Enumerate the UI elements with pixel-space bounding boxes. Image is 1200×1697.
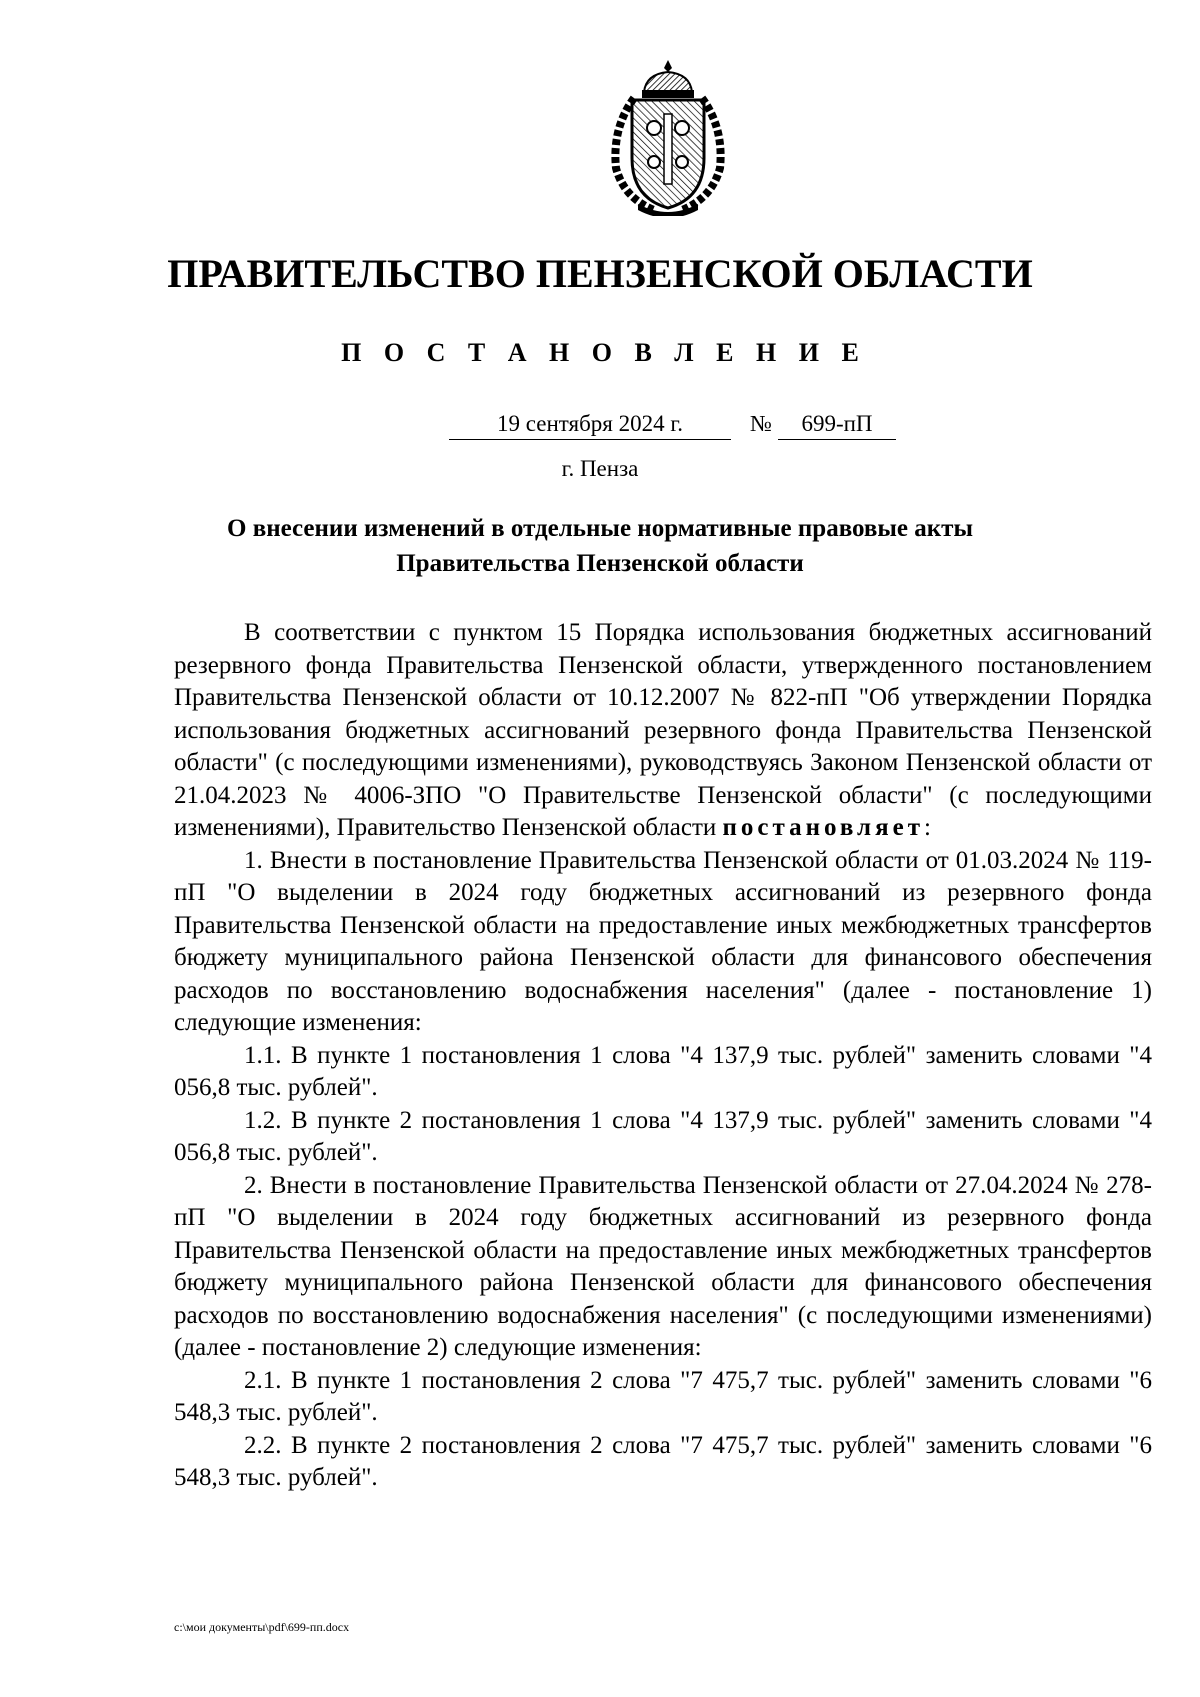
document-type-heading: П О С Т А Н О В Л Е Н И Е — [341, 338, 867, 367]
file-path-footer: c:\мои документы\pdf\699-пп.docx — [174, 1620, 350, 1634]
paragraph-1-2: 1.2. В пункте 2 постановления 1 слова "4 137,9 тыс. рублей" заменить словами "4 056,8 тыс. рублей". — [174, 1106, 1152, 1166]
preamble-paragraph — [174, 617, 1152, 845]
preamble-text: В соответствии с пунктом 15 Порядка использования бюджетных ассигнований резервного фонда Правительства Пензенской области, утвержденного постановлением Правительства Пензенской области от 10.12.2007 № 822-пП "Об утверждении Порядка использования бюджетных ассигнований резервного фонда Правительства Пензенской области" (с последующими изменениями), руководствуясь Законом Пензенской области от 21.04.2023 № 4006-ЗПО "О Правительстве Пензенской области" (с последующими изменениями), Правительство Пензенской области — [174, 619, 1152, 841]
paragraph-2-1: 2.1. В пункте 1 постановления 2 слова "7 475,7 тыс. рублей" заменить словами "6 548,3 тыс. рублей". — [174, 1366, 1152, 1426]
document-body — [174, 617, 1152, 1495]
paragraph-2-2: 2.2. В пункте 2 постановления 2 слова "7 475,7 тыс. рублей" заменить словами "6 548,3 тыс. рублей". — [174, 1431, 1152, 1491]
date-number-line — [0, 410, 1200, 442]
paragraph-1: 1. Внести в постановление Правительства Пензенской области от 01.03.2024 № 119-пП "О выделении в 2024 году бюджетных ассигнований из резервного фонда Правительства Пензенской области на предоставление иных межбюджетных трансфертов бюджету муниципального района Пензенской области для финансового обеспечения расходов по восстановлению водоснабжения населения" (далее - постановление 1) следующие изменения: — [174, 846, 1152, 1036]
document-number: 699-пП — [778, 410, 896, 440]
decree-word: постановляет — [722, 814, 924, 841]
paragraph-1-1: 1.1. В пункте 1 постановления 1 слова "4 137,9 тыс. рублей" заменить словами "4 056,8 тыс. рублей". — [174, 1041, 1152, 1101]
government-title: ПРАВИТЕЛЬСТВО ПЕНЗЕНСКОЙ ОБЛАСТИ — [167, 251, 1033, 296]
document-city: г. Пенза — [561, 456, 639, 481]
decree-colon: : — [923, 814, 931, 841]
subject-line-1: О внесении изменений в отдельные нормативные правовые акты — [227, 515, 973, 542]
coat-of-arms-emblem — [594, 58, 742, 216]
paragraph-2: 2. Внести в постановление Правительства Пензенской области от 27.04.2024 № 278-пП "О выделении в 2024 году бюджетных ассигнований из резервного фонда Правительства Пензенской области на предоставление иных межбюджетных трансфертов бюджету муниципального района Пензенской области для финансового обеспечения расходов по восстановлению водоснабжения населения" (с последующими изменениями) (далее - постановление 2) следующие изменения: — [174, 1171, 1152, 1361]
number-sign: № — [750, 411, 772, 436]
document-subject — [0, 511, 1200, 581]
document-date: 19 сентября 2024 г. — [449, 410, 731, 440]
subject-line-2: Правительства Пензенской области — [396, 550, 804, 577]
